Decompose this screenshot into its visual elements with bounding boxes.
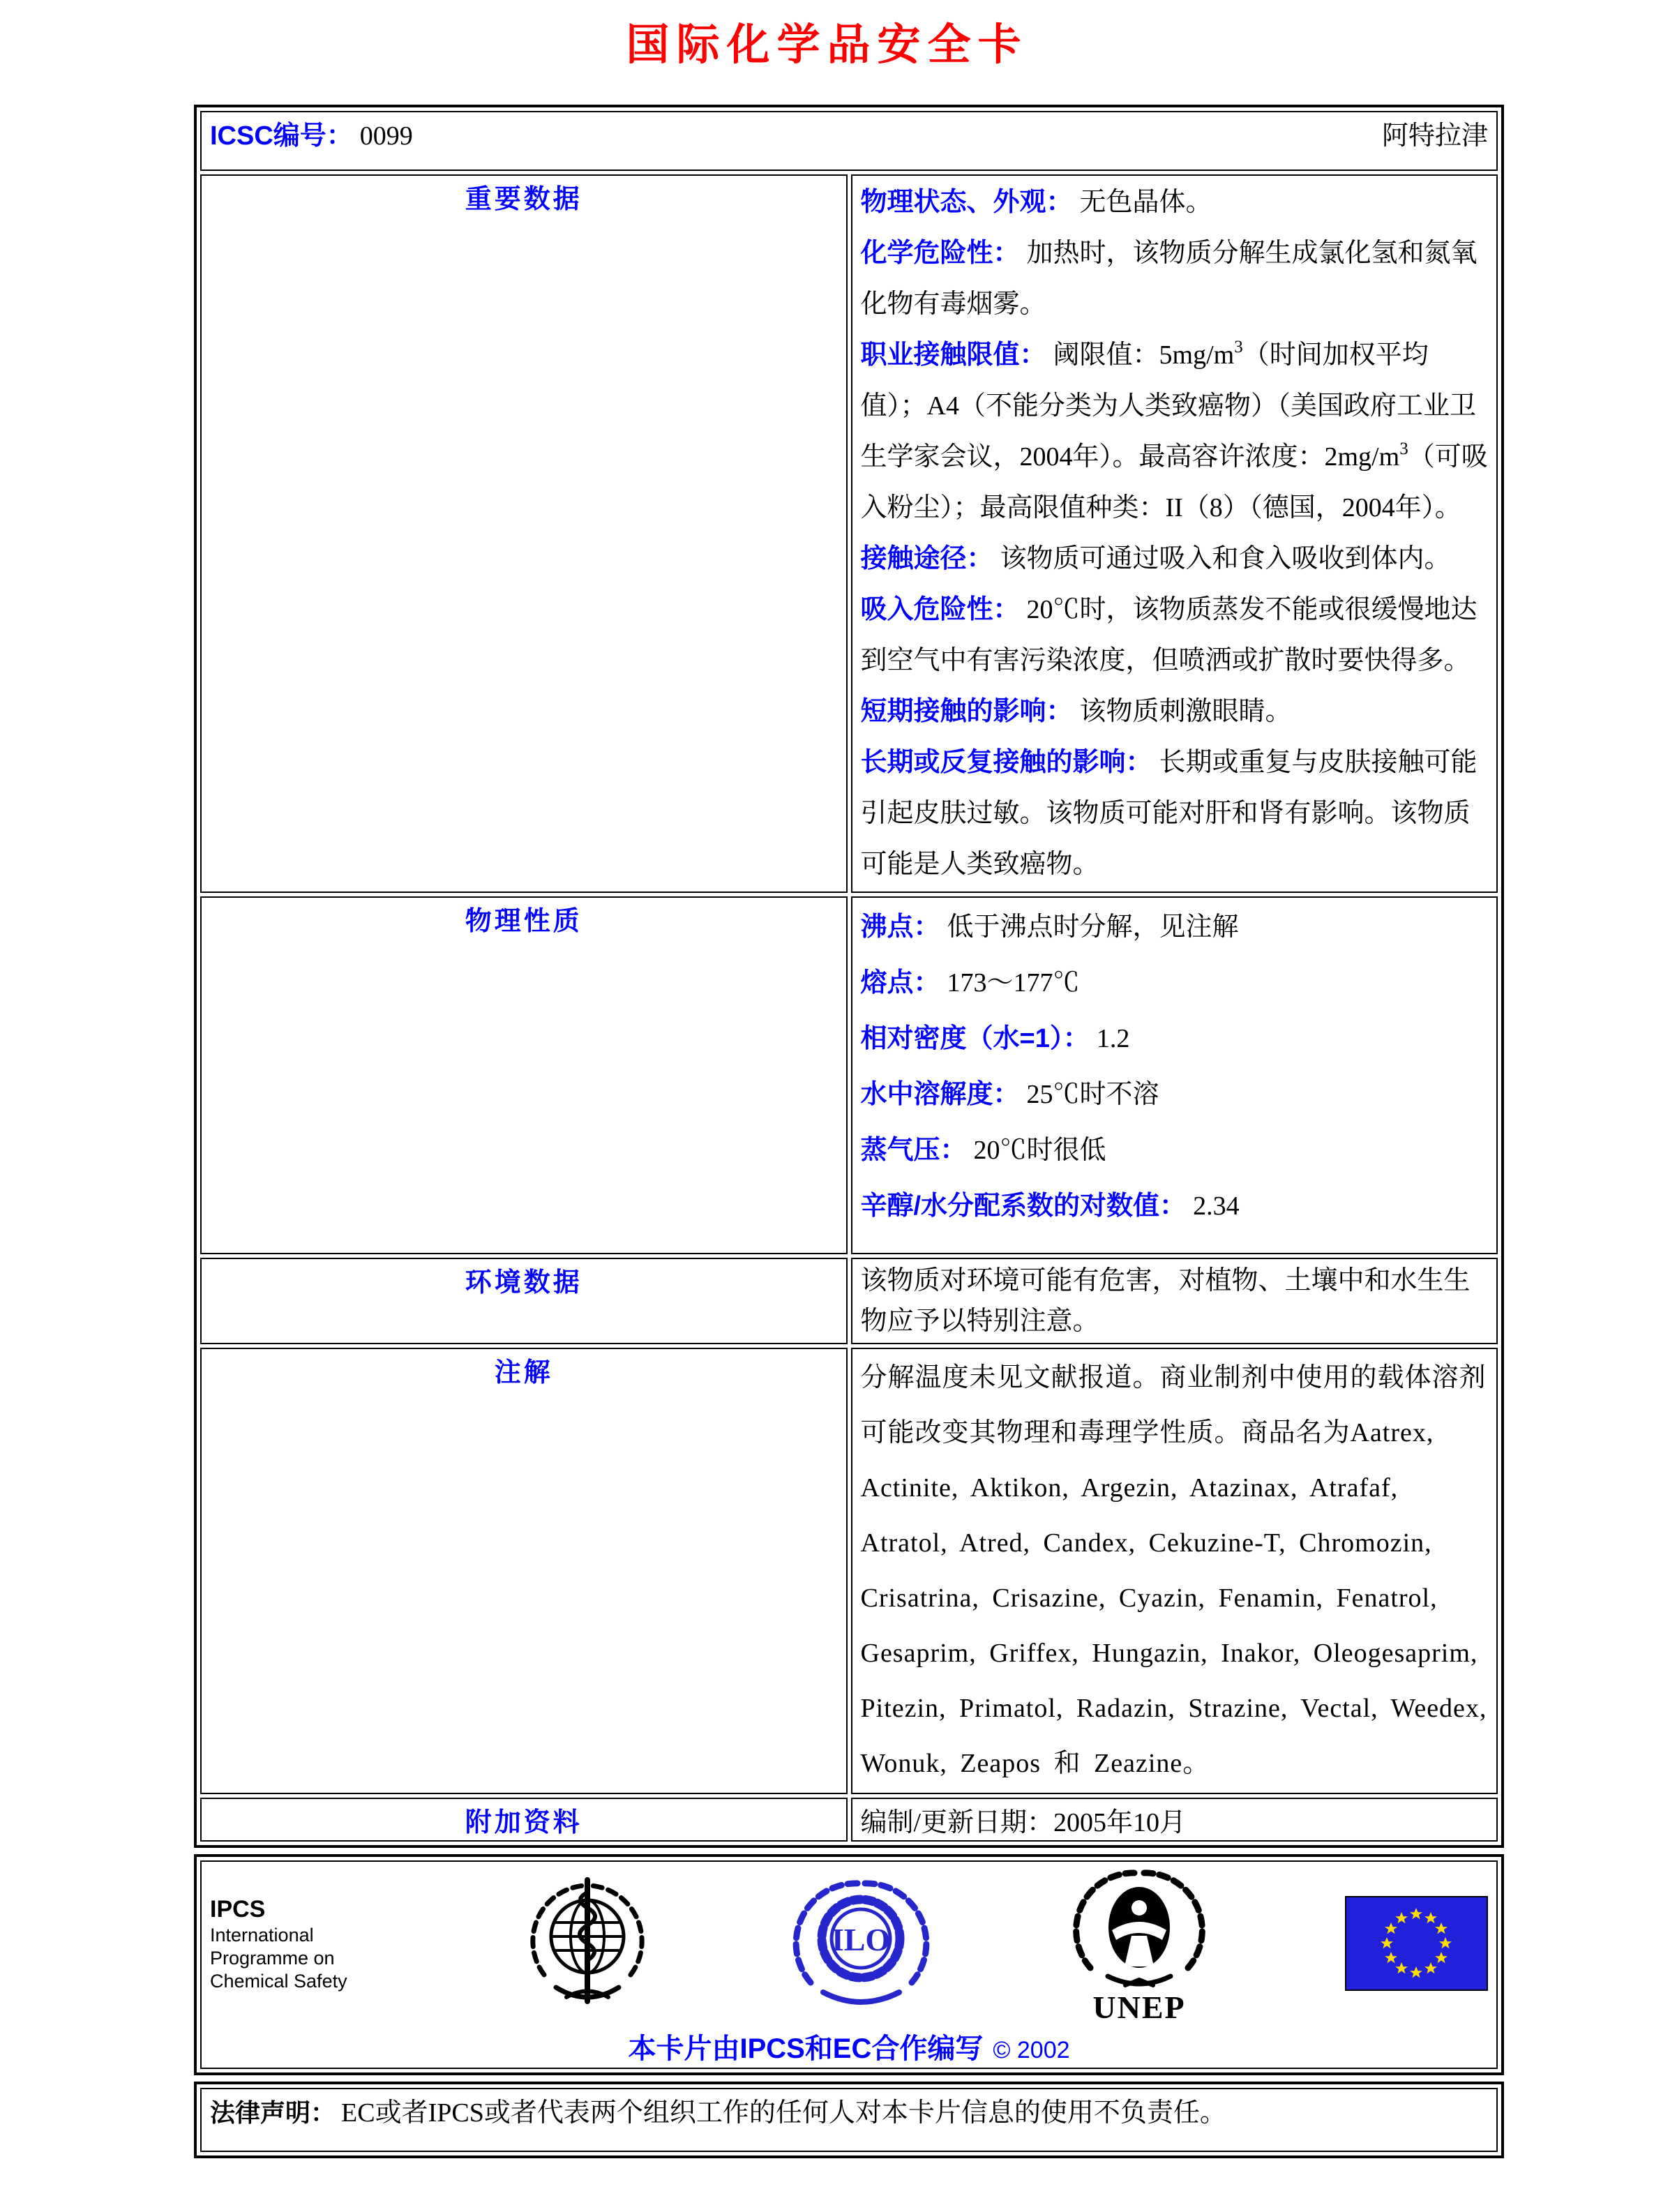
- field-label: 蒸气压：: [860, 1136, 967, 1165]
- physical-properties-row: [200, 896, 1498, 1254]
- physical-line: [861, 1178, 1489, 1234]
- physical-line: [861, 1067, 1489, 1122]
- important-line: [861, 534, 1489, 585]
- header-row: [200, 111, 1498, 171]
- field-value: （时间加权平均值）；A4（不能分类为人类致癌物）（美国政府工业卫生学家会议，2004年）。最高容许浓度：2mg/m: [860, 340, 1476, 472]
- environment-data-row: [200, 1258, 1498, 1344]
- field-value: 25℃时不溶: [1026, 1080, 1159, 1109]
- field-value: 长期或重复与皮肤接触可能引起皮肤过敏。该物质可能对肝和肾有影响。该物质可能是人类致癌物。: [860, 748, 1478, 879]
- unep-logo-icon: [1066, 1863, 1212, 2024]
- who-logo-icon: [518, 1870, 657, 2017]
- important-line: [861, 585, 1489, 686]
- caption-text: 本卡片由IPCS和EC合作编写: [628, 2033, 984, 2064]
- eu-flag-icon: [1345, 1896, 1488, 1991]
- superscript: 3: [1234, 338, 1243, 357]
- field-value: 20℃时，该物质蒸发不能或很缓慢地达到空气中有害污染浓度，但喷洒或扩散时要快得多。: [860, 595, 1478, 675]
- field-label: 职业接触限值：: [860, 340, 1046, 370]
- legal-table: [194, 2082, 1504, 2158]
- important-data-content: [851, 174, 1498, 893]
- ilo-letters: ILO: [831, 1921, 891, 1957]
- section-label-important-data: 重要数据: [200, 174, 848, 893]
- important-data-row: [200, 174, 1498, 893]
- field-value: 阈限值：5mg/m: [1053, 340, 1235, 370]
- field-label: 接触途径：: [860, 544, 993, 573]
- notes-content: 分解温度未见文献报道。商业制剂中使用的载体溶剂可能改变其物理和毒理学性质。商品名为Aatrex, Actinite, Aktikon, Argezin, Atazinax, Atrafaf, Atratol, Atred, Candex, Cekuzine-T, Chromozin, Crisatrina, Crisazine, Cyazin, Fenamin, Fenatrol, Gesaprim, Griffex, Hungazin, Inakor, Oleogesaprim, Pitezin, Primatol, Radazin, Strazine, Vectal, Weedex, Wonuk, Zeapos 和 Zeazine。: [851, 1348, 1498, 1794]
- field-value: （可吸入粉尘）；最高限值种类：II（8）（德国，2004年）。: [860, 442, 1488, 522]
- logos-row: [200, 1860, 1498, 2069]
- important-line: [861, 686, 1489, 737]
- ilo-logo-icon: [790, 1872, 933, 2015]
- environment-data-content: 该物质对环境可能有危害，对植物、土壤中和水生生物应予以特别注意。: [851, 1258, 1498, 1344]
- field-value: 低于沸点时分解，见注解: [947, 912, 1239, 942]
- logos-table: [194, 1854, 1504, 2075]
- logos-cell: [200, 1860, 1498, 2069]
- icsc-number-label: ICSC编号：: [210, 121, 353, 151]
- legal-label: 法律声明：: [210, 2098, 336, 2127]
- field-value: 该物质刺激眼睛。: [1079, 697, 1292, 726]
- field-label: 沸点：: [860, 912, 940, 942]
- substance-name: 阿特拉津: [1381, 121, 1488, 151]
- page-title: 国际化学品安全卡: [626, 21, 1028, 69]
- legal-cell: [200, 2088, 1498, 2152]
- ipcs-line: Chemical Safety: [210, 1970, 347, 1992]
- field-value: 2.34: [1193, 1191, 1240, 1221]
- field-label: 化学危险性：: [860, 239, 1020, 268]
- important-line: [861, 177, 1489, 228]
- field-label: 相对密度（水=1）：: [860, 1024, 1090, 1053]
- ipcs-name: IPCS: [210, 1895, 266, 1923]
- important-line: [861, 737, 1489, 890]
- additional-info-content: 编制/更新日期：2005年10月: [851, 1798, 1498, 1842]
- notes-row: [200, 1348, 1498, 1794]
- field-label: 吸入危险性：: [860, 595, 1020, 624]
- icsc-number-value: 0099: [359, 121, 413, 151]
- physical-properties-content: [851, 896, 1498, 1254]
- ipcs-line: Programme on: [210, 1947, 335, 1969]
- field-value: 20℃时很低: [973, 1136, 1106, 1165]
- physical-line: [861, 1122, 1489, 1178]
- safety-card-table: [194, 105, 1504, 1848]
- section-label-environment-data: 环境数据: [200, 1258, 848, 1344]
- ipcs-text-block: [210, 1895, 384, 1993]
- field-label: 长期或反复接触的影响：: [860, 748, 1152, 777]
- legal-text: EC或者IPCS或者代表两个组织工作的任何人对本卡片信息的使用不负责任。: [341, 2098, 1226, 2128]
- important-line: [861, 330, 1489, 534]
- icsc-number: [210, 114, 413, 152]
- important-line: [861, 228, 1489, 330]
- ipcs-line: International: [210, 1924, 314, 1946]
- field-value: 无色晶体。: [1079, 188, 1212, 217]
- header-cell: [200, 111, 1498, 171]
- physical-line: [861, 899, 1489, 955]
- additional-info-row: [200, 1798, 1498, 1842]
- section-label-notes: 注解: [200, 1348, 848, 1794]
- field-value: 173～177℃: [947, 968, 1080, 998]
- field-value: 该物质可通过吸入和食入吸收到体内。: [1000, 544, 1451, 573]
- cooperation-caption: [210, 2026, 1488, 2066]
- card-wrapper: [194, 105, 1504, 2158]
- section-label-additional-info: 附加资料: [200, 1798, 848, 1842]
- field-value: 加热时，该物质分解生成氯化氢和氮氧化物有毒烟雾。: [860, 239, 1478, 319]
- field-label: 辛醇/水分配系数的对数值：: [860, 1191, 1187, 1221]
- field-label: 物理状态、外观：: [860, 188, 1073, 217]
- physical-line: [861, 1011, 1489, 1067]
- field-label: 短期接触的影响：: [860, 697, 1073, 726]
- field-label: 熔点：: [860, 968, 940, 998]
- superscript: 3: [1399, 439, 1408, 459]
- legal-row: [200, 2088, 1498, 2152]
- copyright-text: © 2002: [993, 2037, 1070, 2063]
- section-label-physical-properties: 物理性质: [200, 896, 848, 1254]
- field-label: 水中溶解度：: [860, 1080, 1020, 1109]
- physical-line: [861, 955, 1489, 1011]
- field-value: 1.2: [1096, 1024, 1130, 1053]
- unep-letters: UNEP: [1092, 1989, 1186, 2024]
